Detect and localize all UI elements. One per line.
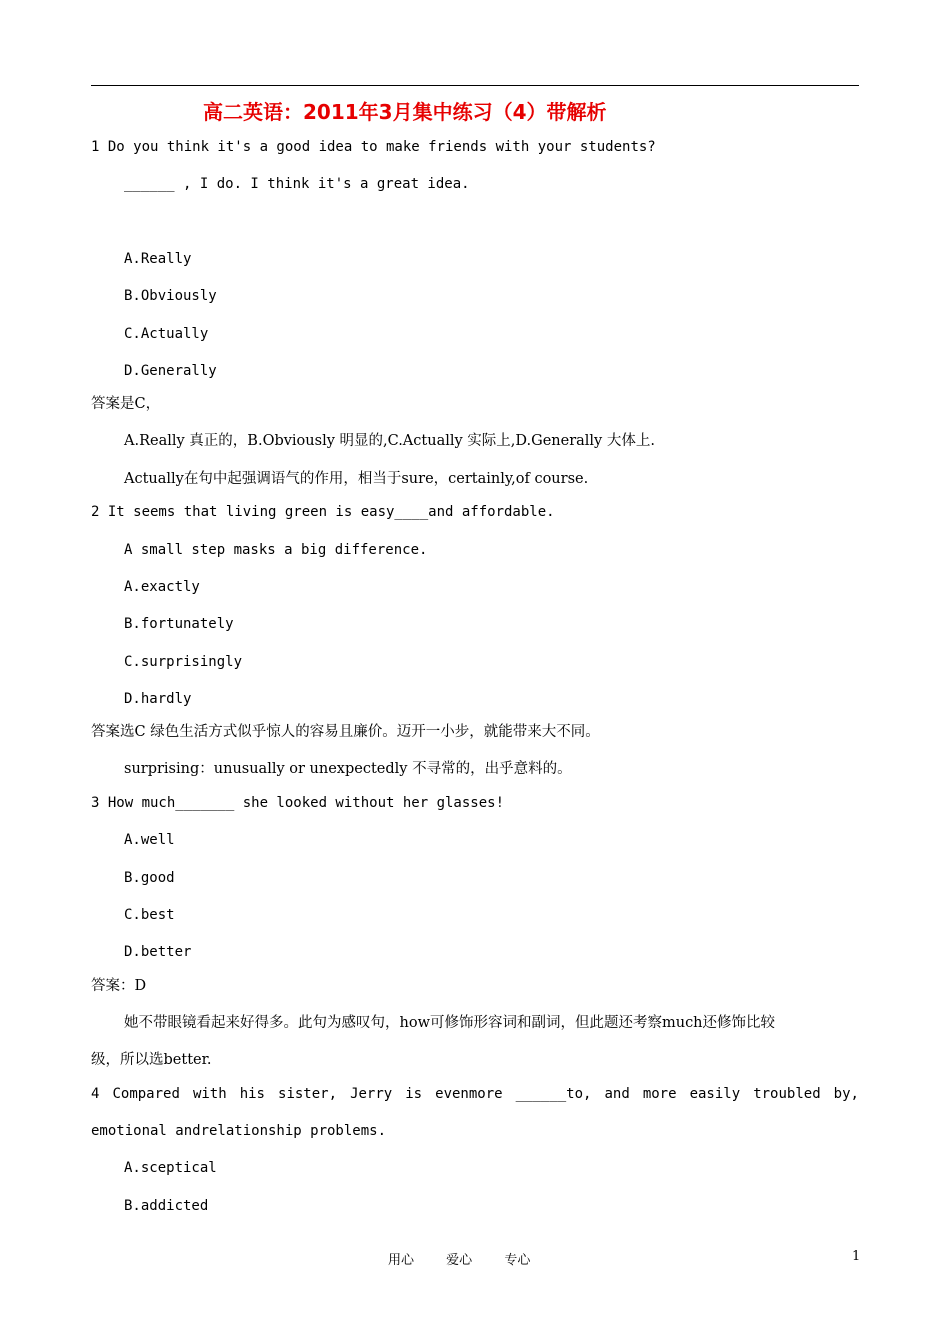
footer-text: 爱心 [446, 1253, 473, 1268]
q4-word: Compared [112, 1086, 180, 1102]
answer-3: 答案：D [91, 978, 147, 994]
question-4 [91, 1085, 859, 1103]
q4-word: his [239, 1086, 265, 1102]
q4-word: 4 [91, 1086, 100, 1102]
answer-2: 答案选C 绿色生活方式似乎惊人的容易且廉价。迈开一小步，就能带来大不同。 [91, 724, 600, 740]
page-title: 高二英语：2011年3月集中练习（4）带解析 [203, 100, 607, 124]
page-number: 1 [852, 1249, 861, 1264]
option-a: A.exactly [124, 579, 200, 595]
q4-word: Jerry [350, 1086, 393, 1102]
explanation-2: surprising：unusually or unexpectedly 不寻常的，出乎意料的。 [124, 761, 572, 777]
option-d: D.hardly [124, 691, 192, 707]
q4-word: by, [833, 1086, 859, 1102]
option-a: A.well [124, 832, 175, 848]
option-c: C.Actually [124, 326, 209, 342]
q4-word: ______to, [515, 1086, 592, 1102]
option-a: A.sceptical [124, 1160, 217, 1176]
option-a: A.Really [124, 251, 192, 267]
option-b: B.fortunately [124, 616, 234, 632]
q4-word: more [642, 1086, 677, 1102]
option-d: D.Generally [124, 363, 217, 379]
question-2: 2 It seems that living green is easy____and affordable. [91, 504, 555, 520]
q4-word: with [192, 1086, 227, 1102]
question-2-context: A small step masks a big difference. [124, 542, 428, 558]
q4-word: easily [689, 1086, 741, 1102]
answer-1: 答案是C， [91, 396, 161, 412]
explanation-3a: 她不带眼镜看起来好得多。此句为感叹句，how可修饰形容词和副词，但此题还考察much还修饰比较 [124, 1015, 776, 1031]
explanation-1a: A.Really 真正的，B.Obviously 明显的,C.Actually 实际上,D.Generally 大体上. [124, 433, 655, 449]
question-1: 1 Do you think it's a good idea to make friends with your students? [91, 139, 656, 155]
page-footer [388, 1249, 558, 1268]
q4-word: and [604, 1086, 630, 1102]
question-1-response: ______ , I do. I think it's a great idea. [124, 176, 470, 192]
option-d: D.better [124, 944, 192, 960]
header-rule [91, 85, 859, 86]
q4-word: evenmore [435, 1086, 503, 1102]
option-b: B.Obviously [124, 288, 217, 304]
option-b: B.addicted [124, 1198, 209, 1214]
option-b: B.good [124, 870, 175, 886]
q4-word: troubled [753, 1086, 821, 1102]
question-3: 3 How much_______ she looked without her glasses! [91, 795, 505, 811]
q4-word: sister, [278, 1086, 338, 1102]
explanation-1b: Actually在句中起强调语气的作用，相当于sure，certainly,of course. [124, 471, 589, 487]
question-4-continued: emotional andrelationship problems. [91, 1123, 387, 1139]
footer-text: 用心 [388, 1253, 415, 1268]
q4-word: is [405, 1086, 423, 1102]
explanation-3b: 级，所以选better. [91, 1052, 212, 1068]
footer-text: 专心 [504, 1253, 531, 1268]
option-c: C.surprisingly [124, 654, 243, 670]
option-c: C.best [124, 907, 175, 923]
